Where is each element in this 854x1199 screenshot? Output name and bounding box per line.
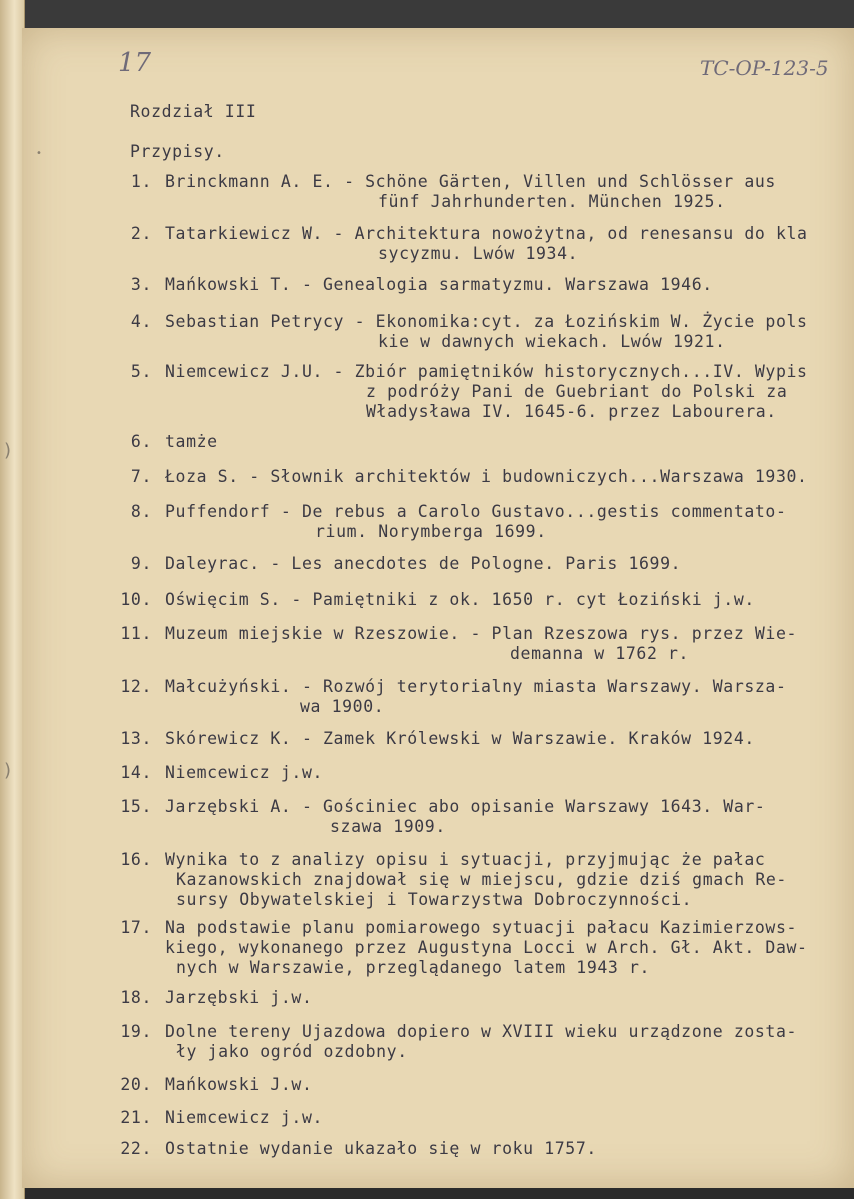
section-heading: Przypisy.: [130, 142, 225, 161]
footnote-number: 22.: [120, 1139, 152, 1158]
footnote-text: Dolne tereny Ujazdowa dopiero w XVIII wieku urządzone zosta-: [165, 1022, 798, 1041]
footnote-text: Władysława IV. 1645-6. przez Labourera.: [366, 402, 777, 421]
footnote-text: Jarzębski j.w.: [165, 988, 313, 1007]
stain-mark: •: [36, 148, 42, 159]
footnote-number: 4.: [130, 312, 152, 331]
footnote-text: Puffendorf - De rebus a Carolo Gustavo...gestis commentato-: [165, 502, 787, 521]
footnote-text: szawa 1909.: [330, 817, 446, 836]
footnote-number: 13.: [120, 729, 152, 748]
footnote-text: Wynika to z analizy opisu i sytuacji, przyjmując że pałac: [165, 850, 766, 869]
footnote-text: Mańkowski T. - Genealogia sarmatyzmu. Warszawa 1946.: [165, 275, 713, 294]
footnote-number: 2.: [130, 224, 152, 243]
footnote-number: 11.: [120, 624, 152, 643]
footnote-text: kie w dawnych wiekach. Lwów 1921.: [378, 332, 726, 351]
footnote-number: 10.: [120, 590, 152, 609]
footnote-number: 1.: [130, 172, 152, 191]
footnote-text: Tatarkiewicz W. - Architektura nowożytna, od renesansu do kla: [165, 224, 808, 243]
footnote-number: 17.: [120, 918, 152, 937]
footnote-number: 8.: [130, 502, 152, 521]
footnote-number: 18.: [120, 988, 152, 1007]
chapter-heading: Rozdział III: [130, 102, 257, 121]
scan-top-edge: [24, 0, 854, 28]
footnote-text: Niemcewicz j.w.: [165, 1108, 324, 1127]
archive-signature-handwritten: TC-OP-123-5: [700, 56, 829, 80]
footnote-text: Na podstawie planu pomiarowego sytuacji pałacu Kazimierzows-: [165, 918, 798, 937]
footnote-text: sycyzmu. Lwów 1934.: [378, 244, 579, 263]
footnote-number: 20.: [120, 1075, 152, 1094]
footnote-text: tamże: [165, 432, 218, 451]
footnote-number: 19.: [120, 1022, 152, 1041]
footnote-text: Sebastian Petrycy - Ekonomika:cyt. za Łozińskim W. Życie pols: [165, 312, 808, 331]
footnote-text: kiego, wykonanego przez Augustyna Locci w Arch. Gł. Akt. Daw-: [165, 938, 808, 957]
footnote-number: 15.: [120, 797, 152, 816]
footnote-text: Muzeum miejskie w Rzeszowie. - Plan Rzeszowa rys. przez Wie-: [165, 624, 798, 643]
footnote-text: Daleyrac. - Les anecdotes de Pologne. Paris 1699.: [165, 554, 682, 573]
footnote-text: nych w Warszawie, przeglądanego latem 1943 r.: [176, 958, 651, 977]
footnote-number: 16.: [120, 850, 152, 869]
footnote-text: Niemcewicz J.U. - Zbiór pamiętników historycznych...IV. Wypis: [165, 362, 808, 381]
footnote-number: 3.: [130, 275, 152, 294]
footnote-text: z podróży Pani de Guebriant do Polski za: [366, 382, 788, 401]
footnote-text: Ostatnie wydanie ukazało się w roku 1757.: [165, 1139, 597, 1158]
footnote-number: 7.: [130, 467, 152, 486]
footnote-text: Brinckmann A. E. - Schöne Gärten, Villen und Schlösser aus: [165, 172, 776, 191]
footnote-text: Oświęcim S. - Pamiętniki z ok. 1650 r. cyt Łoziński j.w.: [165, 590, 755, 609]
margin-mark: ): [4, 440, 12, 461]
page-number-handwritten: 17: [118, 48, 152, 78]
footnote-text: Łoza S. - Słownik architektów i budowniczych...Warszawa 1930.: [165, 467, 808, 486]
footnote-text: demanna w 1762 r.: [510, 644, 690, 663]
footnote-number: 5.: [130, 362, 152, 381]
footnote-text: Niemcewicz j.w.: [165, 763, 324, 782]
footnote-number: 14.: [120, 763, 152, 782]
footnote-number: 21.: [120, 1108, 152, 1127]
footnote-text: Mańkowski J.w.: [165, 1075, 313, 1094]
footnote-text: rium. Norymberga 1699.: [315, 522, 547, 541]
footnote-text: sursy Obywatelskiej i Towarzystwa Dobroczynności.: [176, 890, 693, 909]
margin-mark: ): [4, 760, 12, 781]
footnote-text: Skórewicz K. - Zamek Królewski w Warszawie. Kraków 1924.: [165, 729, 755, 748]
footnote-number: 6.: [130, 432, 152, 451]
footnote-text: fünf Jahrhunderten. München 1925.: [378, 192, 726, 211]
footnote-text: Kazanowskich znajdował się w miejscu, gdzie dziś gmach Re-: [176, 870, 787, 889]
footnote-text: wa 1900.: [300, 697, 385, 716]
footnote-number: 12.: [120, 677, 152, 696]
footnote-text: Jarzębski A. - Gościniec abo opisanie Warszawy 1643. War-: [165, 797, 766, 816]
footnote-text: ły jako ogród ozdobny.: [176, 1042, 408, 1061]
footnote-text: Małcużyński. - Rozwój terytorialny miasta Warszawy. Warsza-: [165, 677, 787, 696]
footnote-number: 9.: [130, 554, 152, 573]
